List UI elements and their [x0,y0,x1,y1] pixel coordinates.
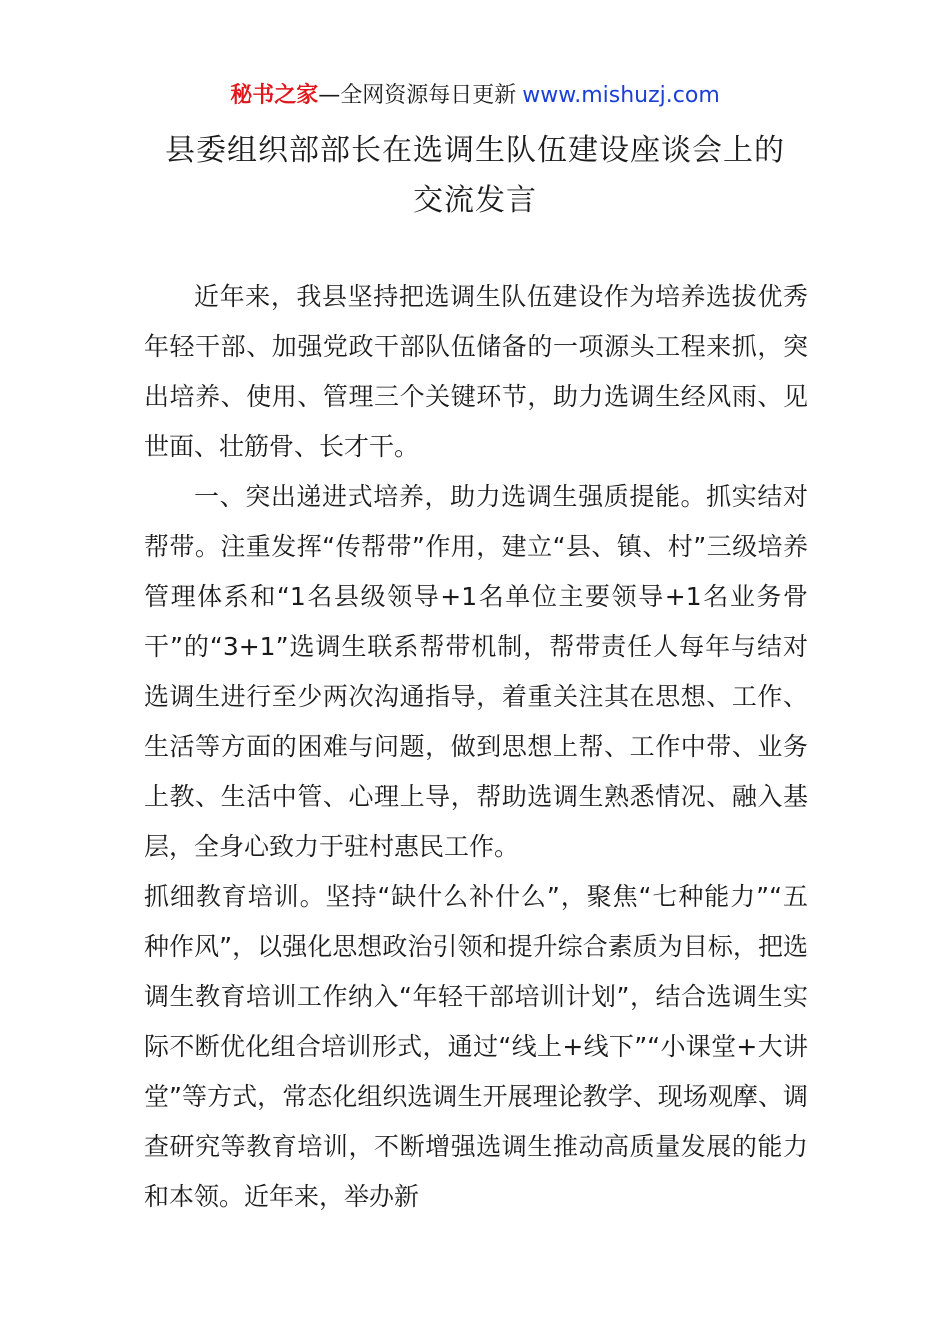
document-title [100,126,850,226]
paragraph-training: 抓细教育培训。坚持“缺什么补什么”，聚焦“七种能力”“五种作风”，以强化思想政治引领和提升综合素质为目标，把选调生教育培训工作纳入“年轻干部培训计划”，结合选调生实际不断优化组合培训形式，通过“线上+线下”“小课堂+大讲堂”等方式，常态化组织选调生开展理论教学、现场观摩、调查研究等教育培训，不断增强选调生推动高质量发展的能力和本领。近年来，举办新 [144,882,808,1211]
paragraph-section-1: 一、突出递进式培养，助力选调生强质提能。抓实结对帮带。注重发挥“传帮带”作用，建立“县、镇、村”三级培养管理体系和“1名县级领导+1名单位主要领导+1名业务骨干”的“3+1”选调生联系帮带机制，帮带责任人每年与结对选调生进行至少两次沟通指导，着重关注其在思想、工作、生活等方面的困难与问题，做到思想上帮、工作中带、业务上教、生活中管、心理上导，帮助选调生熟悉情况、融入基层，全身心致力于驻村惠民工作。 [144,482,808,861]
site-name: 秘书之家 [230,83,319,108]
site-url-link[interactable]: www.mishuzj.com [522,83,720,108]
document-body [144,272,808,1222]
site-header [0,80,950,112]
document-title-line-1: 县委组织部部长在选调生队伍建设座谈会上的 [165,133,785,168]
document-title-line-2: 交流发言 [413,183,537,218]
paragraph-intro: 近年来，我县坚持把选调生队伍建设作为培养选拔优秀年轻干部、加强党政干部队伍储备的一项源头工程来抓，突出培养、使用、管理三个关键环节，助力选调生经风雨、见世面、壮筋骨、长才干。 [144,282,808,461]
site-slogan: —全网资源每日更新 [318,83,517,108]
